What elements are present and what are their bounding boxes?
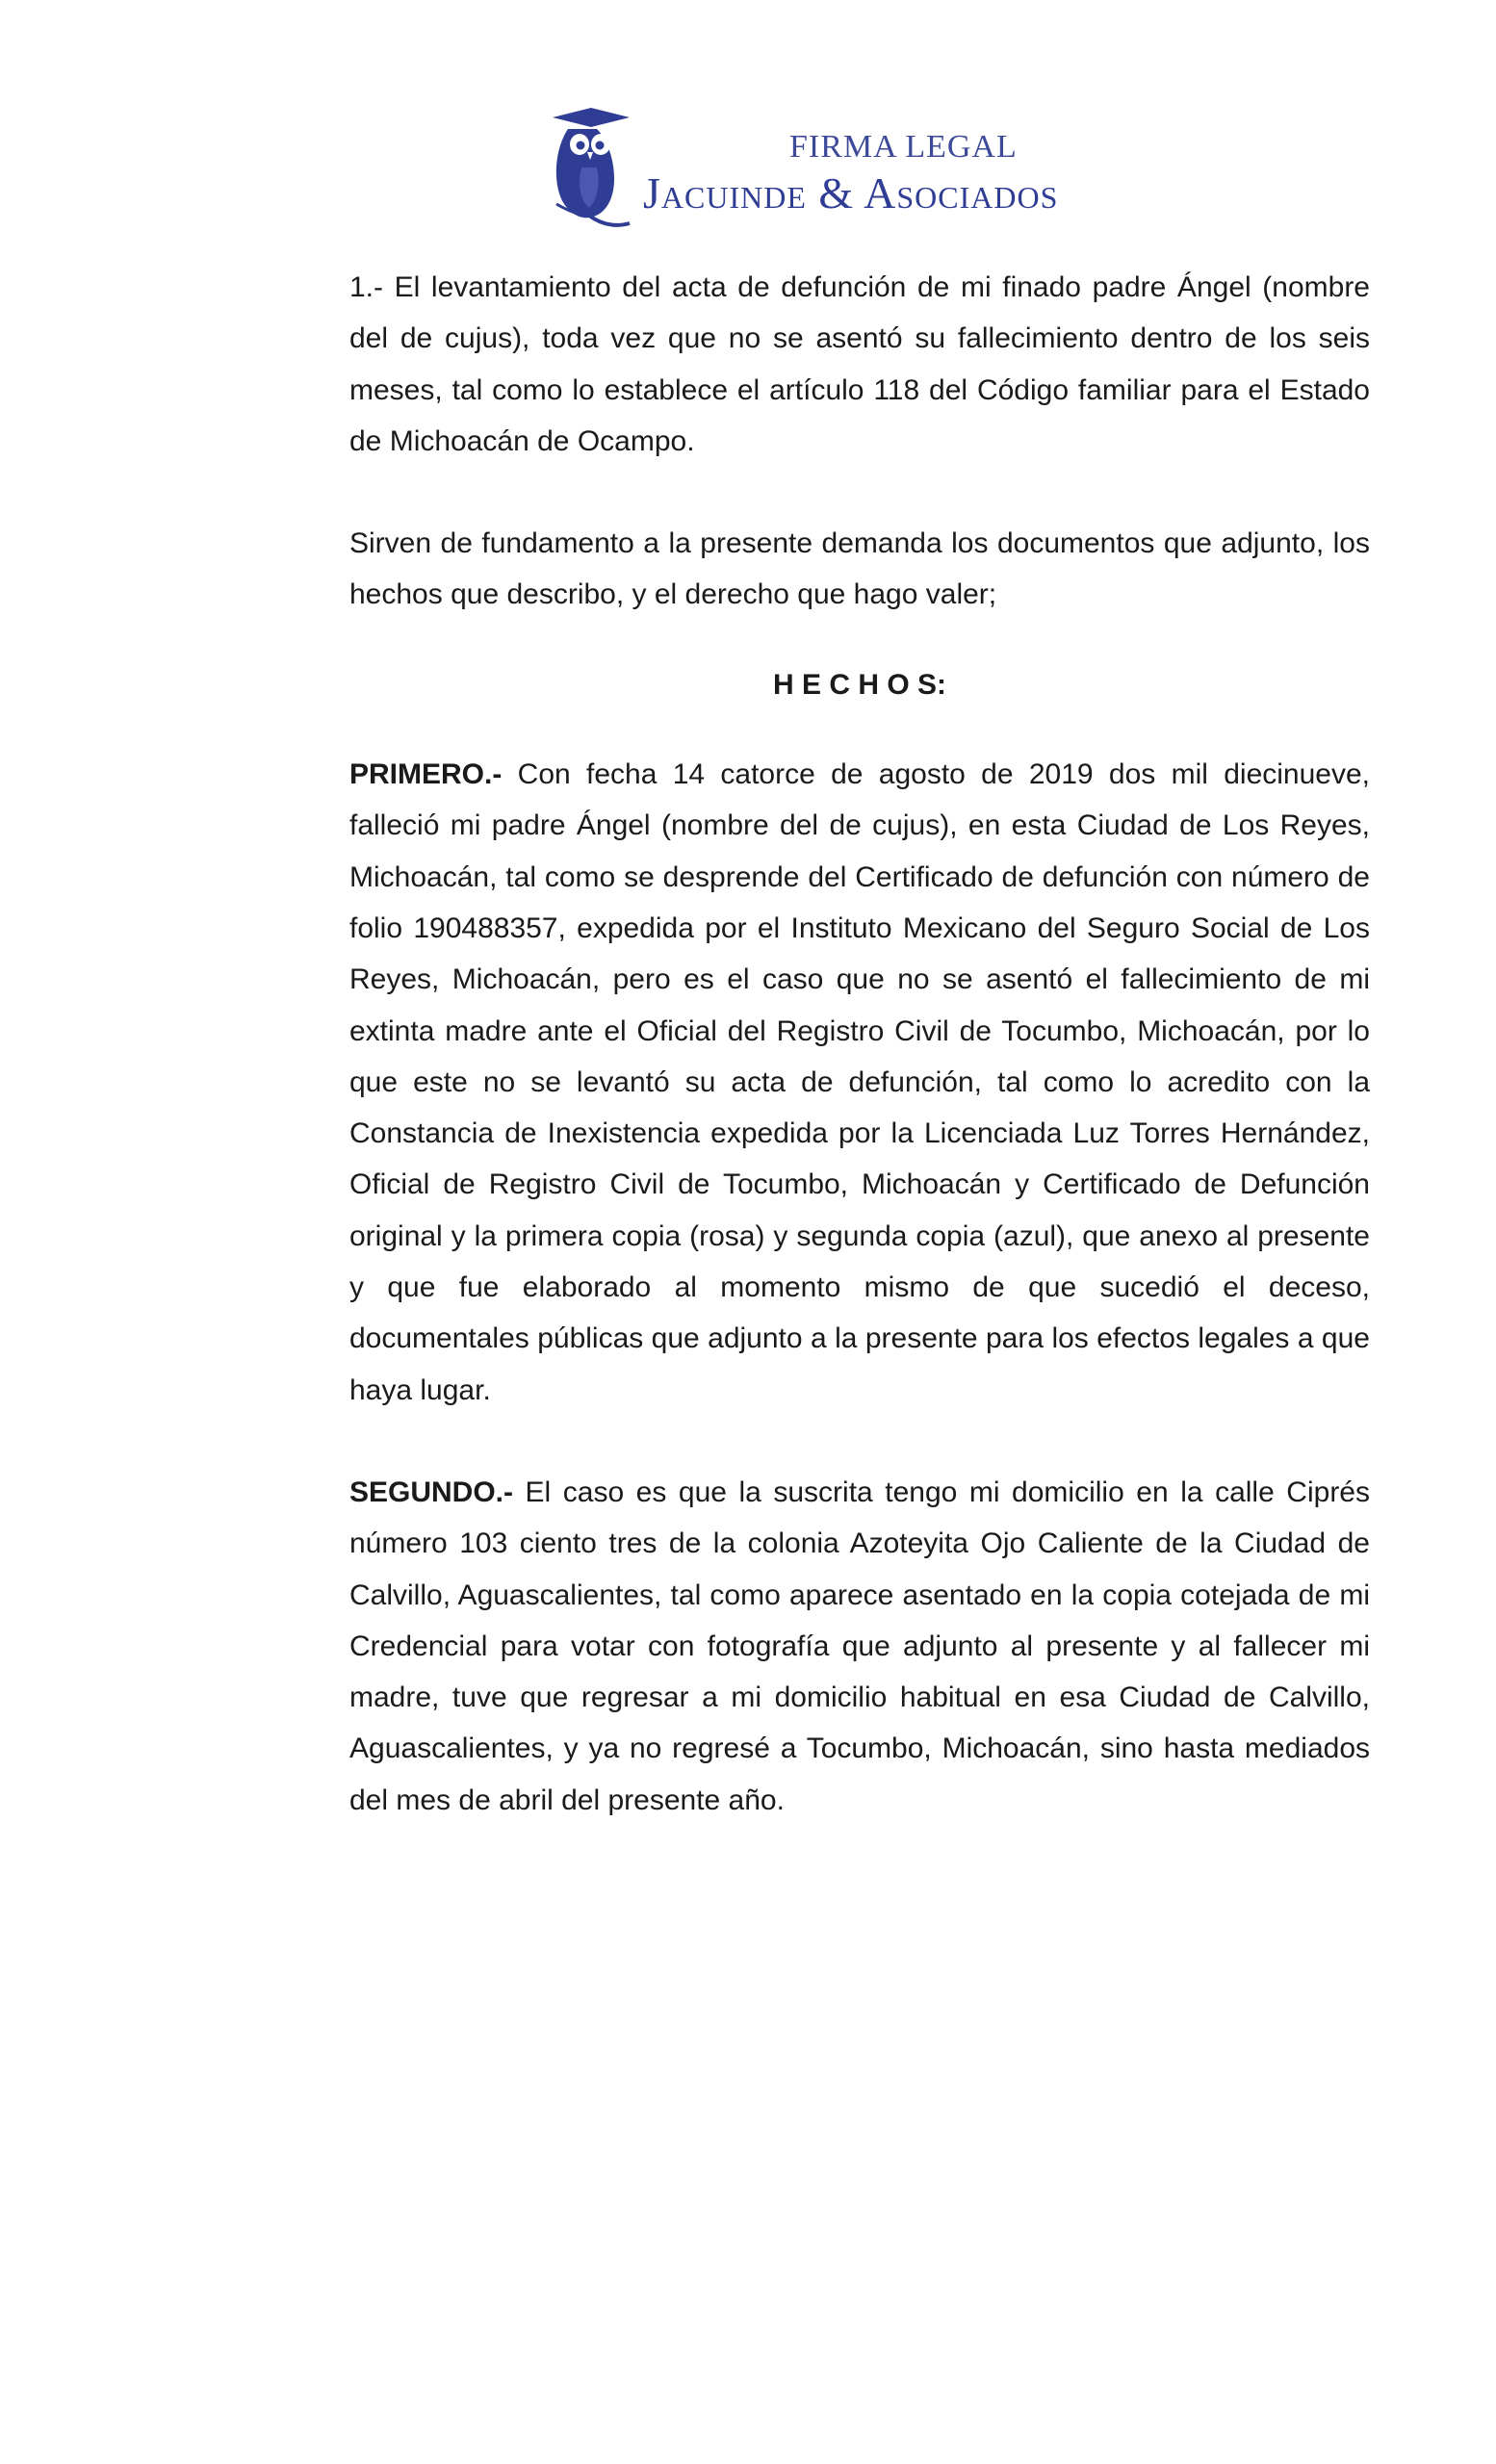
segundo-text: El caso es que la suscrita tengo mi domicilio en la calle Ciprés número 103 ciento tres de la colonia Azoteyita Ojo Caliente de la Ciudad de Calvillo, Aguascalientes, tal como aparece asentado en la copia cotejada de mi Credencial para votar con fotografía que adjunto al presente y al fallecer mi madre, tuve que regresar a mi domicilio habitual en esa Ciudad de Calvillo, Aguascalientes, y ya no regresé a Tocumbo, Michoacán, sino hasta mediados del mes de abril del presente año. bbox=[349, 1476, 1370, 1816]
primero-text: Con fecha 14 catorce de agosto de 2019 dos mil diecinueve, falleció mi padre Ángel (nombre del de cujus), en esta Ciudad de Los Reyes, Michoacán, tal como se desprende del Certificado de defunción con número de folio 190488357, expedida por el Instituto Mexicano del Seguro Social de Los Reyes, Michoacán, pero es el caso que no se asentó el fallecimiento de mi extinta madre ante el Oficial del Registro Civil de Tocumbo, Michoacán, por lo que este no se levantó su acta de defunción, tal como lo acredito con la Constancia de Inexistencia expedida por la Licenciada Luz Torres Hernández, Oficial de Registro Civil de Tocumbo, Michoacán y Certificado de Defunción original y la primera copia (rosa) y segunda copia (azul), que anexo al presente y que fue elaborado al momento mismo de que sucedió el deceso, documentales públicas que adjunto a la presente para los efectos legales a que haya lugar. bbox=[349, 758, 1370, 1406]
paragraph-segundo bbox=[349, 1467, 1370, 1826]
letterhead bbox=[547, 108, 1240, 233]
firm-name-line1: FIRMA LEGAL bbox=[789, 129, 1018, 165]
document-body bbox=[349, 262, 1370, 1826]
firm-name-line2: Jacuinde & Asociados bbox=[643, 168, 1059, 218]
primero-label: PRIMERO.- bbox=[349, 758, 503, 791]
segundo-label: SEGUNDO.- bbox=[349, 1476, 514, 1508]
paragraph-primero bbox=[349, 749, 1370, 1416]
section-heading-hechos: H E C H O S: bbox=[772, 668, 946, 701]
paragraph-2: Sirven de fundamento a la presente demanda los documentos que adjunto, los hechos que describo, y el derecho que hago valer; bbox=[349, 527, 1370, 611]
owl-logo-icon bbox=[547, 108, 633, 231]
paragraph-1: 1.- El levantamiento del acta de defunción de mi finado padre Ángel (nombre del de cujus), toda vez que no se asentó su fallecimiento dentro de los seis meses, tal como lo establece el artículo 118 del Código familiar para el Estado de Michoacán de Ocampo. bbox=[349, 271, 1370, 457]
